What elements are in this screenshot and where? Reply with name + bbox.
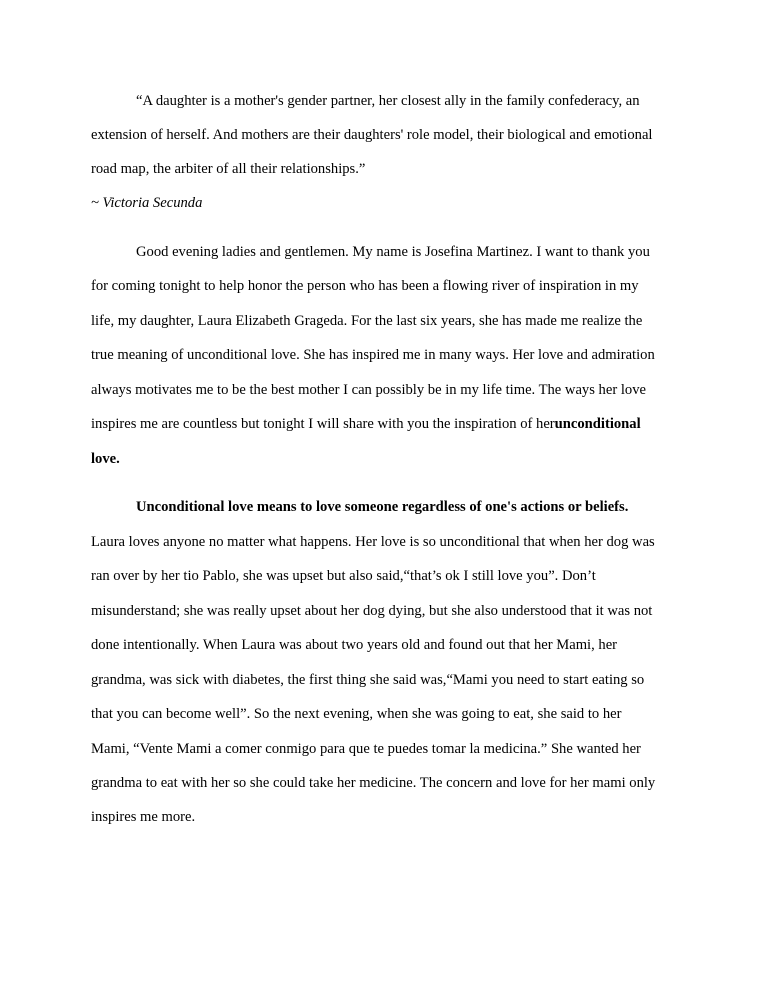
quote-line-3: road map, the arbiter of all their relationships.” bbox=[91, 161, 366, 177]
paragraph1-line-6 bbox=[91, 415, 641, 433]
paragraph2-line-9: inspires me more. bbox=[91, 809, 196, 825]
quote-attribution: ~ Victoria Secunda bbox=[91, 195, 203, 211]
paragraph1-line-6-text: inspires me are countless but tonight I will share with you the inspiration of her bbox=[91, 416, 555, 432]
paragraph1-line-5: always motivates me to be the best mother I can possibly be in my life time. The ways her love bbox=[91, 382, 646, 398]
paragraph1-emphasis-love: love. bbox=[91, 451, 120, 467]
paragraph2-line-6: that you can become well”. So the next evening, when she was going to eat, she said to her bbox=[91, 706, 622, 722]
paragraph2-line-5: grandma, was sick with diabetes, the first thing she said was,“Mami you need to start eating so bbox=[91, 672, 645, 688]
quote-line-2: extension of herself. And mothers are their daughters' role model, their biological and emotional bbox=[91, 127, 653, 143]
paragraph2-line-4: done intentionally. When Laura was about two years old and found out that her Mami, her bbox=[91, 637, 618, 653]
paragraph1-line-4: true meaning of unconditional love. She has inspired me in many ways. Her love and admiration bbox=[91, 347, 655, 363]
paragraph2-line-8: grandma to eat with her so she could take her medicine. The concern and love for her mami only bbox=[91, 775, 656, 791]
paragraph1-line-3: life, my daughter, Laura Elizabeth Grageda. For the last six years, she has made me realize the bbox=[91, 313, 643, 329]
paragraph2-heading: Unconditional love means to love someone regardless of one's actions or beliefs. bbox=[136, 499, 629, 515]
paragraph1-line-2: for coming tonight to help honor the person who has been a flowing river of inspiration in my bbox=[91, 278, 639, 294]
paragraph2-line-7: Mami, “Vente Mami a comer conmigo para que te puedes tomar la medicina.” She wanted her bbox=[91, 741, 641, 757]
paragraph2-line-2: ran over by her tio Pablo, she was upset but also said,“that’s ok I still love you”. Don’t bbox=[91, 568, 596, 584]
paragraph1-line-1: Good evening ladies and gentlemen. My name is Josefina Martinez. I want to thank you bbox=[136, 244, 650, 260]
paragraph1-emphasis-unconditional: unconditional bbox=[554, 416, 641, 432]
paragraph2-line-1: Laura loves anyone no matter what happens. Her love is so unconditional that when her dog was bbox=[91, 534, 655, 550]
paragraph2-line-3: misunderstand; she was really upset about her dog dying, but she also understood that it was not bbox=[91, 603, 653, 619]
quote-line-1: “A daughter is a mother's gender partner, her closest ally in the family confederacy, an bbox=[136, 93, 640, 109]
